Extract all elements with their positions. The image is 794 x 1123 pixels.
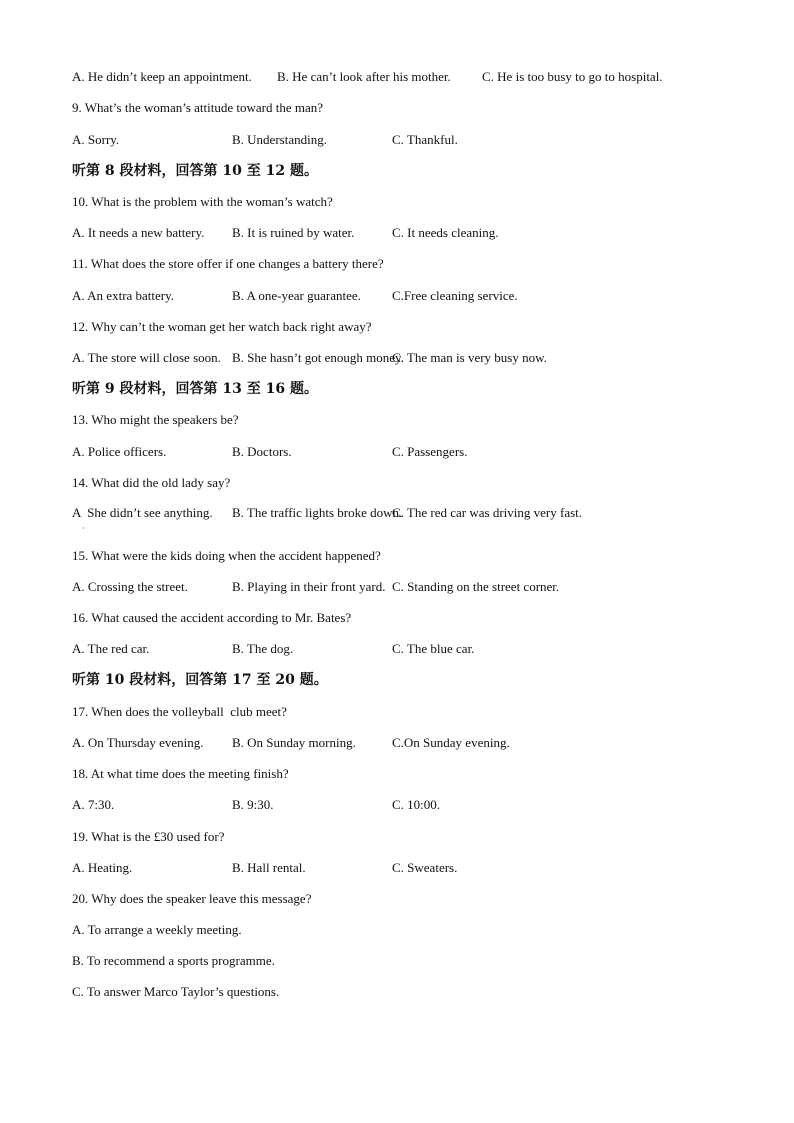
section-heading: 听第 9 段材料，回答第 13 至 16 题。 [72, 381, 318, 397]
answer-option: B. Hall rental. [232, 860, 306, 875]
answer-option: A. The store will close soon. [72, 350, 221, 365]
option-row [72, 641, 752, 657]
answer-option: B. He can’t look after his mother. [277, 69, 451, 84]
answer-option: B. It is ruined by water. [232, 225, 355, 240]
answer-option: A. On Thursday evening. [72, 735, 204, 750]
answer-option: C.On Sunday evening. [392, 735, 510, 750]
question-text: 13. Who might the speakers be? [72, 412, 239, 427]
answer-option: C. The blue car. [392, 641, 475, 656]
answer-option: C. The red car was driving very fast. [392, 505, 583, 520]
question-text: 12. Why can’t the woman get her watch back right away? [72, 319, 372, 334]
section-heading: 听第 10 段材料，回答第 17 至 20 题。 [72, 672, 328, 688]
answer-option: A. He didn’t keep an appointment. [72, 69, 252, 84]
section-heading: 听第 8 段材料，回答第 10 至 12 题。 [72, 163, 318, 179]
option-row [72, 735, 752, 751]
answer-option: B. The dog. [232, 641, 294, 656]
option-row [72, 860, 752, 876]
question-text: C. To answer Marco Taylor’s questions. [72, 984, 280, 999]
question-text: 9. What’s the woman’s attitude toward the man? [72, 100, 324, 115]
answer-option: A. Police officers. [72, 444, 167, 459]
question-text: 18. At what time does the meeting finish? [72, 766, 289, 781]
answer-option: A. Crossing the street. [72, 579, 188, 594]
question-text: 17. When does the volleyball club meet? [72, 704, 287, 719]
answer-option: B. 9:30. [232, 797, 274, 812]
option-row [72, 444, 752, 460]
answer-option: C. Thankful. [392, 132, 458, 147]
answer-option: A. 7:30. [72, 797, 115, 812]
answer-option: C. The man is very busy now. [392, 350, 547, 365]
answer-option: A She didn’t see anything. [72, 505, 213, 520]
answer-option: C. It needs cleaning. [392, 225, 499, 240]
answer-option: B. Understanding. [232, 132, 327, 147]
option-row [72, 579, 752, 595]
answer-option: A. Heating. [72, 860, 133, 875]
question-text: B. To recommend a sports programme. [72, 953, 275, 968]
question-text: 15. What were the kids doing when the accident happened? [72, 548, 381, 563]
question-text: 10. What is the problem with the woman’s watch? [72, 194, 333, 209]
stray-mark: · [82, 524, 85, 533]
answer-option: C. Passengers. [392, 444, 468, 459]
question-text: A. To arrange a weekly meeting. [72, 922, 242, 937]
answer-option: C. 10:00. [392, 797, 441, 812]
answer-option: C. Sweaters. [392, 860, 458, 875]
answer-option: C. Standing on the street corner. [392, 579, 560, 594]
question-text: 20. Why does the speaker leave this message? [72, 891, 312, 906]
option-row [72, 288, 752, 304]
option-row [72, 505, 752, 521]
option-row [72, 69, 752, 85]
answer-option: A. An extra battery. [72, 288, 175, 303]
option-row [72, 797, 752, 813]
answer-option: B. The traffic lights broke down. [232, 505, 403, 520]
answer-option: C. He is too busy to go to hospital. [482, 69, 663, 84]
option-row [72, 225, 752, 241]
answer-option: B. On Sunday morning. [232, 735, 356, 750]
answer-option: A. Sorry. [72, 132, 120, 147]
answer-option: B. Playing in their front yard. [232, 579, 386, 594]
answer-option: B. A one-year guarantee. [232, 288, 361, 303]
question-text: 16. What caused the accident according to Mr. Bates? [72, 610, 352, 625]
answer-option: B. She hasn’t got enough money. [232, 350, 404, 365]
question-text: 14. What did the old lady say? [72, 475, 231, 490]
option-row [72, 350, 752, 366]
answer-option: A. It needs a new battery. [72, 225, 205, 240]
answer-option: C.Free cleaning service. [392, 288, 518, 303]
option-row [72, 132, 752, 148]
question-text: 11. What does the store offer if one changes a battery there? [72, 256, 384, 271]
question-text: 19. What is the £30 used for? [72, 829, 225, 844]
answer-option: B. Doctors. [232, 444, 292, 459]
answer-option: A. The red car. [72, 641, 150, 656]
